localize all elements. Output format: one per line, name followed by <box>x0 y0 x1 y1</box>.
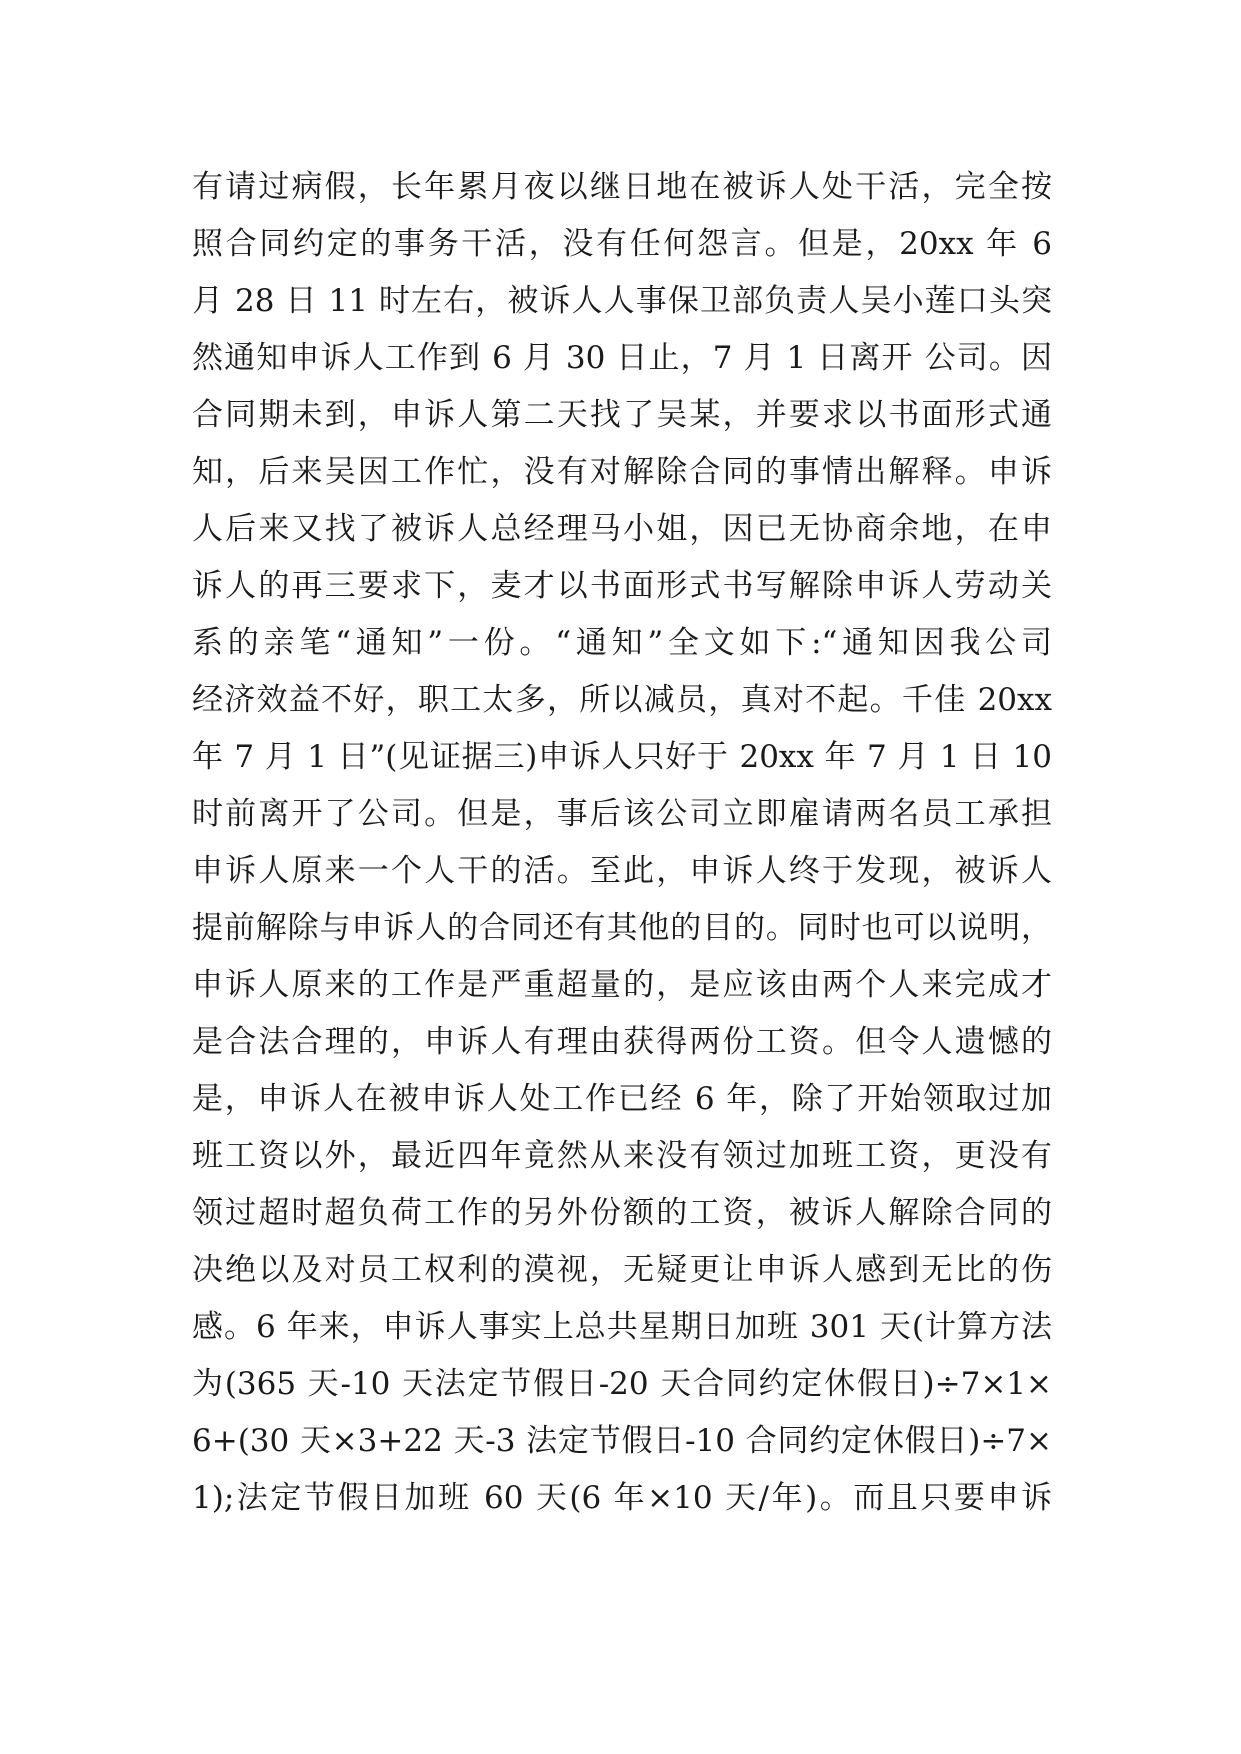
text-line: 1);法定节假日加班 60 天(6 年×10 天/年)。而且只要申诉 <box>192 1480 1052 1516</box>
text-line: 月 28 日 11 时左右，被诉人人事保卫部负责人吴小莲口头突 <box>192 283 1052 319</box>
text-line: 人后来又找了被诉人总经理马小姐，因已无协商余地，在申 <box>192 511 1052 547</box>
text-line: 是，申诉人在被申诉人处工作已经 6 年，除了开始领取过加 <box>192 1081 1052 1117</box>
text-line: 领过超时超负荷工作的另外份额的工资，被诉人解除合同的 <box>192 1195 1052 1231</box>
text-line: 有请过病假，长年累月夜以继日地在被诉人处干活，完全按 <box>192 169 1052 205</box>
text-line: 知，后来吴因工作忙，没有对解除合同的事情出解释。申诉 <box>192 454 1052 490</box>
text-line: 班工资以外，最近四年竟然从来没有领过加班工资，更没有 <box>192 1138 1052 1174</box>
text-line: 决绝以及对员工权利的漠视，无疑更让申诉人感到无比的伤 <box>192 1252 1052 1288</box>
text-line: 为(365 天-10 天法定节假日-20 天合同约定休假日)÷7×1× <box>192 1366 1052 1402</box>
text-line: 申诉人原来一个人干的活。至此，申诉人终于发现，被诉人 <box>192 853 1052 889</box>
text-line: 然通知申诉人工作到 6 月 30 日止，7 月 1 日离开 公司。因 <box>192 340 1052 376</box>
text-line: 年 7 月 1 日”(见证据三)申诉人只好于 20xx 年 7 月 1 日 10 <box>192 739 1052 775</box>
text-line: 系的亲笔“通知”一份。“通知”全文如下:“通知因我公司 <box>192 625 1052 661</box>
text-line: 诉人的再三要求下，麦才以书面形式书写解除申诉人劳动关 <box>192 568 1052 604</box>
text-line: 申诉人原来的工作是严重超量的，是应该由两个人来完成才 <box>192 967 1052 1003</box>
text-line: 照合同约定的事务干活，没有任何怨言。但是，20xx 年 6 <box>192 226 1052 262</box>
text-line: 6+(30 天×3+22 天-3 法定节假日-10 合同约定休假日)÷7× <box>192 1423 1052 1459</box>
text-line: 时前离开了公司。但是，事后该公司立即雇请两名员工承担 <box>192 796 1052 832</box>
text-line: 提前解除与申诉人的合同还有其他的目的。同时也可以说明， <box>192 910 1052 946</box>
text-line: 感。6 年来，申诉人事实上总共星期日加班 301 天(计算方法 <box>192 1309 1052 1345</box>
text-line: 经济效益不好，职工太多，所以减员，真对不起。千佳 20xx <box>192 682 1052 718</box>
text-line: 是合法合理的，申诉人有理由获得两份工资。但令人遗憾的 <box>192 1024 1052 1060</box>
document-body <box>192 159 1052 1527</box>
text-line: 合同期未到，申诉人第二天找了吴某，并要求以书面形式通 <box>192 397 1052 433</box>
